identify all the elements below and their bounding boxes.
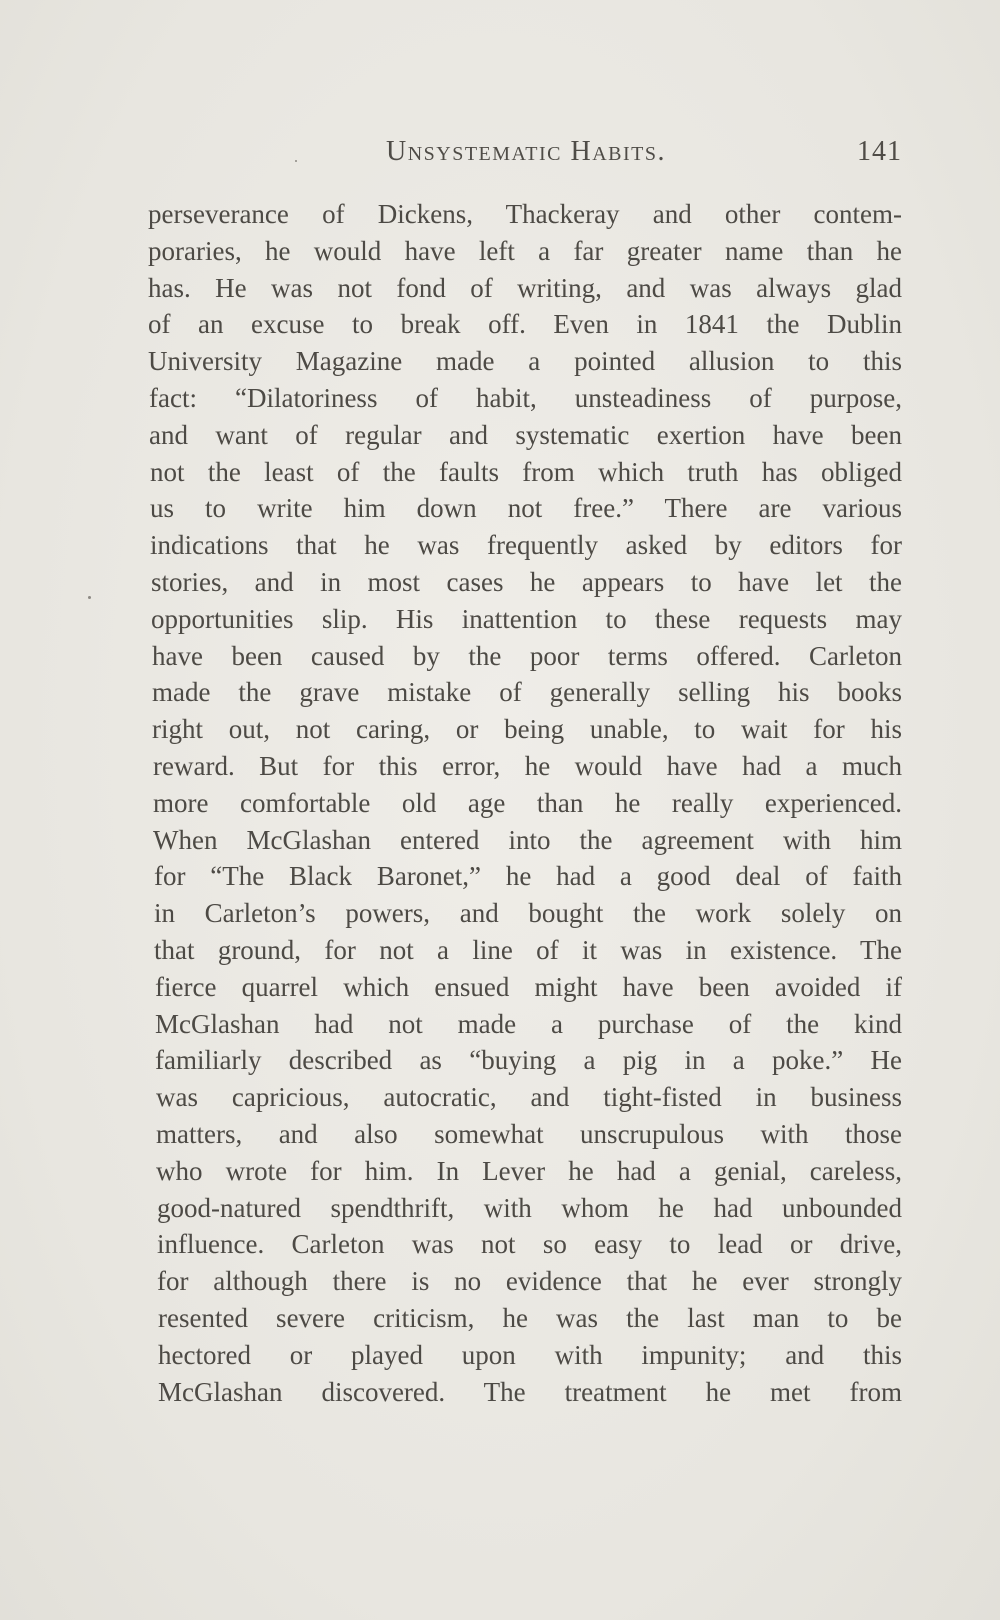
paper-speck xyxy=(88,596,91,599)
text-line: good-natured spendthrift, with whom he had unbounded xyxy=(157,1192,902,1223)
paper-speck xyxy=(295,160,297,162)
text-line: in Carleton’s powers, and bought the work solely on xyxy=(154,898,902,929)
text-line: fierce quarrel which ensued might have been avoided if xyxy=(155,971,902,1002)
body-text xyxy=(148,196,902,1410)
text-line: right out, not caring, or being unable, to wait for his xyxy=(152,714,902,745)
text-line: influence. Carleton was not so easy to lead or drive, xyxy=(157,1229,902,1260)
text-line: have been caused by the poor terms offered. Carleton xyxy=(152,640,902,671)
text-line: reward. But for this error, he would have had a much xyxy=(153,750,902,781)
text-line: familiarly described as “buying a pig in a poke.” He xyxy=(155,1045,902,1076)
text-line: McGlashan discovered. The treatment he met from xyxy=(158,1376,902,1407)
text-line: poraries, he would have left a far greater name than he xyxy=(148,235,902,266)
text-line: McGlashan had not made a purchase of the kind xyxy=(155,1008,902,1039)
text-line: hectored or played upon with impunity; and this xyxy=(158,1339,902,1370)
text-line: When McGlashan entered into the agreement with him xyxy=(153,824,902,855)
text-line: and want of regular and systematic exertion have been xyxy=(149,419,902,450)
text-line: resented severe criticism, he was the last man to be xyxy=(158,1302,902,1333)
running-head xyxy=(150,136,902,176)
text-line: not the least of the faults from which truth has obliged xyxy=(150,456,902,487)
text-line: made the grave mistake of generally selling his books xyxy=(152,677,902,708)
text-line: indications that he was frequently asked by editors for xyxy=(150,530,902,561)
page-number: 141 xyxy=(857,136,902,167)
text-line: for “The Black Baronet,” he had a good deal of faith xyxy=(154,861,902,892)
text-line: matters, and also somewhat unscrupulous with those xyxy=(156,1118,902,1149)
text-line: us to write him down not free.” There are various xyxy=(150,493,902,524)
text-line: opportunities slip. His inattention to these requests may xyxy=(151,603,902,634)
text-line: fact: “Dilatoriness of habit, unsteadiness of purpose, xyxy=(149,382,902,413)
text-line: who wrote for him. In Lever he had a genial, careless, xyxy=(156,1155,902,1186)
text-line: of an excuse to break off. Even in 1841 the Dublin xyxy=(148,309,902,340)
text-line: stories, and in most cases he appears to have let the xyxy=(151,566,902,597)
text-line: has. He was not fond of writing, and was always glad xyxy=(148,272,902,303)
text-line: perseverance of Dickens, Thackeray and other contem- xyxy=(148,199,902,229)
text-line: that ground, for not a line of it was in existence. The xyxy=(154,934,902,965)
text-line: for although there is no evidence that he ever strongly xyxy=(157,1266,902,1297)
running-title: Unsystematic Habits. xyxy=(385,136,667,167)
text-line: University Magazine made a pointed allusion to this xyxy=(148,346,902,377)
text-line: more comfortable old age than he really experienced. xyxy=(153,787,902,818)
text-line: was capricious, autocratic, and tight-fisted in business xyxy=(156,1082,902,1113)
